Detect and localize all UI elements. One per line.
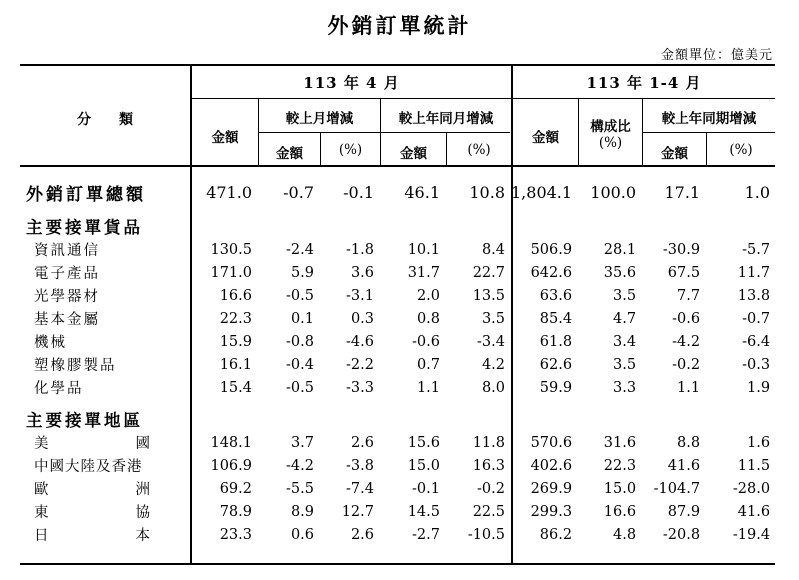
table-row xyxy=(20,523,776,546)
cell-lp-amount: -20.8 xyxy=(662,526,701,543)
cell-month-amount: 130.5 xyxy=(210,241,252,258)
cell-lp-amount: -4.2 xyxy=(672,333,701,350)
cell-ytd-amount: 506.9 xyxy=(530,241,573,258)
row-label-part: 美 xyxy=(34,436,51,452)
header-share: 構成比 xyxy=(590,119,631,135)
cell-lp-pct: -28.0 xyxy=(732,480,771,497)
cell-share: 28.1 xyxy=(603,241,637,258)
cell-lp-amount: 8.8 xyxy=(677,434,701,451)
cell-share: 100.0 xyxy=(590,182,637,202)
section-row xyxy=(20,214,776,238)
header-share-unit: (%) xyxy=(598,135,623,151)
cell-ly-amount: -0.1 xyxy=(412,480,440,497)
cell-lm-amount: -5.5 xyxy=(286,480,314,497)
row-label xyxy=(20,477,191,500)
table-row xyxy=(20,261,776,284)
cell-ly-pct: 11.8 xyxy=(472,434,505,451)
cell-share: 16.6 xyxy=(603,503,637,520)
row-label: 機械 xyxy=(34,335,67,351)
cell-lp-pct: -19.4 xyxy=(732,526,771,543)
cell-ly-amount: -0.6 xyxy=(412,333,440,350)
row-label: 資訊通信 xyxy=(34,243,100,259)
table-row xyxy=(20,353,776,376)
cell-lm-amount: -0.4 xyxy=(286,356,314,373)
cell-lm-amount: -0.5 xyxy=(286,379,314,396)
data-table xyxy=(20,178,776,546)
cell-lm-amount: 3.7 xyxy=(290,434,314,451)
cell-lm-pct: 12.7 xyxy=(341,503,374,520)
row-label-part: 洲 xyxy=(135,482,152,498)
cell-lm-pct: -3.8 xyxy=(346,457,374,474)
cell-ly-pct: -3.4 xyxy=(477,333,505,350)
cell-ly-pct: 13.5 xyxy=(472,287,505,304)
row-label-part: 本 xyxy=(135,528,152,544)
cell-share: 3.5 xyxy=(613,356,637,373)
cell-month-amount: 15.4 xyxy=(219,379,252,396)
cell-lp-pct: -0.7 xyxy=(742,310,771,327)
cell-lp-amount: -0.2 xyxy=(672,356,701,373)
header-vs-last-month: 較上月增減 xyxy=(285,111,354,127)
cell-ly-amount: 46.1 xyxy=(404,182,440,202)
row-label-part: 日 xyxy=(34,528,51,544)
cell-month-amount: 471.0 xyxy=(206,182,252,202)
cell-share: 4.7 xyxy=(613,310,637,327)
cell-month-amount: 16.1 xyxy=(219,356,252,373)
cell-ly-amount: 15.0 xyxy=(407,457,440,474)
cell-ytd-amount: 59.9 xyxy=(539,379,573,396)
header-period-ytd: 113 年 1-4 月 xyxy=(586,74,702,92)
cell-lm-pct: -0.1 xyxy=(343,182,374,202)
cell-lm-amount: -2.4 xyxy=(286,241,314,258)
header-lm-amount: 金額 xyxy=(276,146,303,162)
header-month-amount: 金額 xyxy=(211,130,239,146)
cell-lp-amount: 17.1 xyxy=(664,182,701,202)
cell-ly-amount: 0.7 xyxy=(416,356,440,373)
cell-lp-amount: -104.7 xyxy=(653,480,701,497)
cell-lp-amount: 7.7 xyxy=(677,287,701,304)
cell-ytd-amount: 642.6 xyxy=(530,264,573,281)
row-label: 基本金屬 xyxy=(34,312,100,328)
cell-lp-amount: 67.5 xyxy=(667,264,701,281)
cell-month-amount: 16.6 xyxy=(219,287,252,304)
cell-ly-amount: 31.7 xyxy=(407,264,440,281)
header-ytd-amount: 金額 xyxy=(532,130,559,146)
cell-ly-amount: 2.0 xyxy=(416,287,440,304)
cell-ytd-amount: 61.8 xyxy=(539,333,573,350)
header-ly-pct: (%) xyxy=(467,142,491,158)
cell-ly-amount: 10.1 xyxy=(407,241,440,258)
header-vs-last-year-month: 較上年同月增減 xyxy=(398,111,494,127)
cell-ytd-amount: 63.6 xyxy=(539,287,573,304)
cell-ytd-amount: 570.6 xyxy=(530,434,573,451)
cell-share: 22.3 xyxy=(603,457,637,474)
header-category: 分 類 xyxy=(77,112,133,128)
cell-lp-pct: -0.3 xyxy=(742,356,771,373)
cell-lm-amount: -0.5 xyxy=(286,287,314,304)
cell-share: 4.8 xyxy=(613,526,637,543)
page-title: 外銷訂單統計 xyxy=(327,13,472,38)
section-heading: 主要接單地區 xyxy=(26,411,143,430)
table-row xyxy=(20,238,776,261)
spacer-row xyxy=(20,206,776,214)
cell-lm-pct: 2.6 xyxy=(350,526,374,543)
table-row xyxy=(20,284,776,307)
cell-lp-amount: 1.1 xyxy=(677,379,701,396)
cell-month-amount: 171.0 xyxy=(210,264,252,281)
cell-lm-pct: -3.3 xyxy=(346,379,374,396)
table-row xyxy=(20,307,776,330)
cell-ly-pct: -0.2 xyxy=(477,480,505,497)
cell-ly-pct: -10.5 xyxy=(467,526,505,543)
rule-bottom xyxy=(20,563,775,565)
cell-lp-pct: 11.7 xyxy=(737,264,771,281)
cell-ytd-amount: 86.2 xyxy=(539,526,573,543)
cell-month-amount: 148.1 xyxy=(210,434,252,451)
unit-note: 金額單位：億美元 xyxy=(660,48,773,63)
cell-lp-amount: 87.9 xyxy=(667,503,701,520)
header-vs-last-year-period: 較上年同期增減 xyxy=(661,111,757,127)
row-label-part: 協 xyxy=(135,505,152,521)
cell-share: 3.4 xyxy=(613,333,637,350)
row-label-part: 國 xyxy=(135,436,152,452)
cell-ly-amount: -2.7 xyxy=(412,526,440,543)
row-label: 化學品 xyxy=(34,381,84,397)
cell-ytd-amount: 299.3 xyxy=(530,503,573,520)
cell-lm-amount: -4.2 xyxy=(286,457,314,474)
cell-lm-pct: -4.6 xyxy=(346,333,374,350)
cell-ly-pct: 10.8 xyxy=(469,182,505,202)
cell-share: 3.5 xyxy=(613,287,637,304)
cell-share: 35.6 xyxy=(603,264,637,281)
cell-share: 3.3 xyxy=(613,379,637,396)
cell-lp-amount: 41.6 xyxy=(667,457,701,474)
cell-ly-pct: 3.5 xyxy=(481,310,505,327)
section-heading: 主要接單貨品 xyxy=(26,218,143,237)
section-row xyxy=(20,407,776,431)
rule-month-sub xyxy=(258,132,510,133)
cell-ytd-amount: 1,804.1 xyxy=(511,182,573,202)
total-row xyxy=(20,178,776,206)
table-row xyxy=(20,477,776,500)
cell-lm-pct: 3.6 xyxy=(350,264,374,281)
cell-share: 15.0 xyxy=(603,480,637,497)
rule-ytd-sub xyxy=(642,132,775,133)
cell-lp-pct: -5.7 xyxy=(742,241,771,258)
cell-lm-amount: 0.6 xyxy=(290,526,314,543)
rule-period-split xyxy=(191,98,775,99)
cell-lm-pct: -2.2 xyxy=(346,356,374,373)
row-label xyxy=(20,431,191,454)
row-label: 塑橡膠製品 xyxy=(34,358,117,374)
cell-lp-pct: -6.4 xyxy=(742,333,771,350)
row-label: 電子產品 xyxy=(34,266,100,282)
cell-ly-amount: 0.8 xyxy=(416,310,440,327)
row-label: 外銷訂單總額 xyxy=(26,184,146,205)
cell-ly-pct: 8.4 xyxy=(481,241,505,258)
rule-top xyxy=(20,64,775,66)
header-ly-amount: 金額 xyxy=(400,146,427,162)
rule-header-bottom xyxy=(20,165,775,167)
cell-month-amount: 15.9 xyxy=(219,333,252,350)
spacer-row xyxy=(20,399,776,407)
cell-lp-pct: 1.6 xyxy=(747,434,771,451)
table-row xyxy=(20,376,776,399)
cell-month-amount: 106.9 xyxy=(210,457,252,474)
cell-ytd-amount: 85.4 xyxy=(539,310,573,327)
row-label-part: 歐 xyxy=(34,482,51,498)
cell-lp-amount: -30.9 xyxy=(662,241,701,258)
cell-lp-pct: 13.8 xyxy=(737,287,771,304)
cell-share: 31.6 xyxy=(603,434,637,451)
header-lp-amount: 金額 xyxy=(661,146,688,162)
cell-ly-amount: 15.6 xyxy=(407,434,440,451)
cell-lm-amount: 8.9 xyxy=(290,503,314,520)
header-lp-pct: (%) xyxy=(729,142,753,158)
cell-ly-pct: 22.5 xyxy=(472,503,505,520)
cell-lm-amount: -0.7 xyxy=(283,182,314,202)
cell-lm-pct: -3.1 xyxy=(346,287,374,304)
cell-ytd-amount: 62.6 xyxy=(539,356,573,373)
cell-lm-amount: 0.1 xyxy=(290,310,314,327)
cell-lp-pct: 11.5 xyxy=(737,457,771,474)
header-period-month: 113 年 4 月 xyxy=(303,74,400,92)
row-label xyxy=(20,500,191,523)
row-label-part: 東 xyxy=(34,505,51,521)
cell-ly-amount: 1.1 xyxy=(416,379,440,396)
cell-lp-pct: 1.0 xyxy=(744,182,771,202)
table-row xyxy=(20,500,776,523)
cell-ly-pct: 8.0 xyxy=(481,379,505,396)
row-label xyxy=(20,523,191,546)
header-lm-pct: (%) xyxy=(338,142,363,158)
table-row xyxy=(20,454,776,477)
cell-lm-amount: -0.8 xyxy=(286,333,314,350)
cell-lp-amount: -0.6 xyxy=(672,310,701,327)
cell-ytd-amount: 269.9 xyxy=(530,480,573,497)
cell-lp-pct: 1.9 xyxy=(747,379,771,396)
row-label: 光學器材 xyxy=(34,289,100,305)
cell-ly-pct: 22.7 xyxy=(472,264,505,281)
cell-ly-amount: 14.5 xyxy=(407,503,440,520)
row-label: 中國大陸及香港 xyxy=(34,459,143,475)
cell-month-amount: 69.2 xyxy=(219,480,252,497)
cell-month-amount: 23.3 xyxy=(219,526,252,543)
cell-month-amount: 78.9 xyxy=(219,503,252,520)
cell-lm-amount: 5.9 xyxy=(290,264,314,281)
cell-lm-pct: -1.8 xyxy=(346,241,374,258)
cell-month-amount: 22.3 xyxy=(219,310,252,327)
cell-lm-pct: 2.6 xyxy=(350,434,374,451)
cell-ytd-amount: 402.6 xyxy=(530,457,573,474)
cell-ly-pct: 16.3 xyxy=(472,457,505,474)
table-row xyxy=(20,330,776,353)
cell-ly-pct: 4.2 xyxy=(481,356,505,373)
table-row xyxy=(20,431,776,454)
cell-lm-pct: 0.3 xyxy=(350,310,374,327)
cell-lm-pct: -7.4 xyxy=(346,480,374,497)
cell-lp-pct: 41.6 xyxy=(737,503,771,520)
